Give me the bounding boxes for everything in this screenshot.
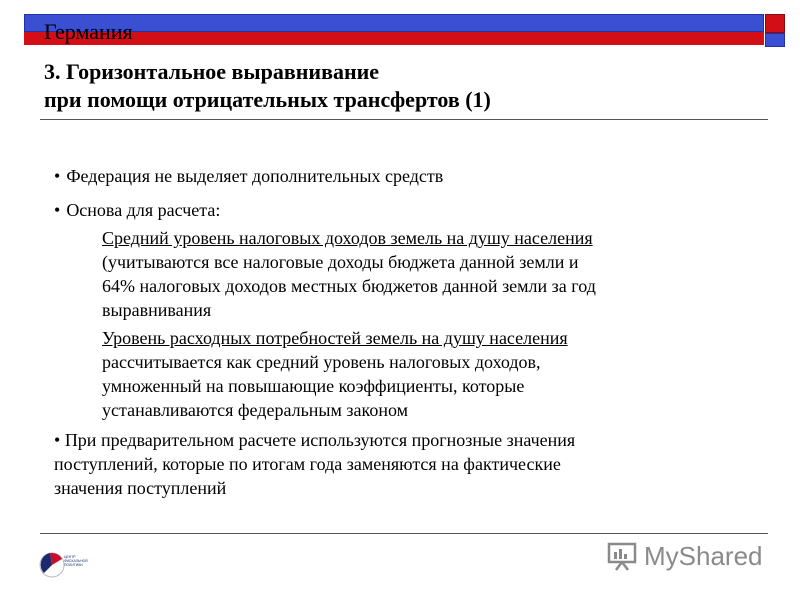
header-banner-red	[24, 32, 764, 45]
sub-item-1-line-4: выравнивания	[102, 300, 212, 320]
bullet-item-3	[54, 428, 774, 500]
bullet-item-1	[54, 164, 774, 188]
bullet-dot-icon: •	[54, 200, 61, 220]
slide-title	[44, 58, 491, 114]
footer-divider	[40, 533, 768, 534]
header-square-red	[765, 14, 785, 33]
bullet-dot-icon: •	[54, 166, 61, 186]
presentation-board-icon	[606, 540, 638, 572]
sub-item-1-line-3: 64% налоговых доходов местных бюджетов данной земли за год	[102, 276, 596, 296]
sub-item-2-line-3: умноженный на повышающие коэффициенты, которые	[102, 376, 525, 396]
bullet-3-line-1: • При предварительном расчете используются прогнозные значения	[54, 430, 576, 450]
bullet-dot-icon: •	[54, 430, 61, 450]
bullet-3-line-3: значения поступлений	[54, 478, 227, 498]
bullet-text-2: Основа для расчета:	[66, 200, 221, 220]
bullet-item-2	[54, 198, 774, 222]
watermark-text: MyShared	[644, 540, 763, 571]
myshared-watermark	[606, 538, 763, 574]
slide-title-line-2: при помощи отрицательных трансфертов (1)	[44, 87, 491, 112]
sub-item-tax-revenue	[102, 226, 774, 322]
svg-text:ЦЕНТР: ЦЕНТР	[64, 555, 76, 559]
country-label: Германия	[44, 19, 133, 44]
svg-text:ФИСКАЛЬНОЙ: ФИСКАЛЬНОЙ	[64, 559, 88, 563]
slide-body	[54, 164, 774, 500]
title-divider	[40, 119, 768, 120]
sub-item-2-heading: Уровень расходных потребностей земель на душу населения	[102, 328, 568, 348]
sub-item-1-line-2: (учитываются все налоговые доходы бюджета данной земли и	[102, 252, 579, 272]
fiscal-policy-center-logo	[38, 543, 88, 581]
bullet-text-1: Федерация не выделяет дополнительных средств	[66, 166, 444, 186]
slide-title-line-1: 3. Горизонтальное выравнивание	[44, 59, 380, 84]
header-square-blue	[765, 33, 785, 47]
sub-item-2-line-4: устанавливаются федеральным законом	[102, 400, 409, 420]
sub-item-1-heading: Средний уровень налоговых доходов земель на душу населения	[102, 228, 593, 248]
svg-text:ПОЛИТИКИ: ПОЛИТИКИ	[64, 563, 83, 567]
bullet-3-line-2: поступлений, которые по итогам года заменяются на фактические	[54, 454, 561, 474]
sub-item-2-line-2: рассчитывается как средний уровень налоговых доходов,	[102, 352, 541, 372]
sub-item-expenditure-needs	[102, 326, 774, 422]
header-banner-blue	[24, 14, 764, 32]
